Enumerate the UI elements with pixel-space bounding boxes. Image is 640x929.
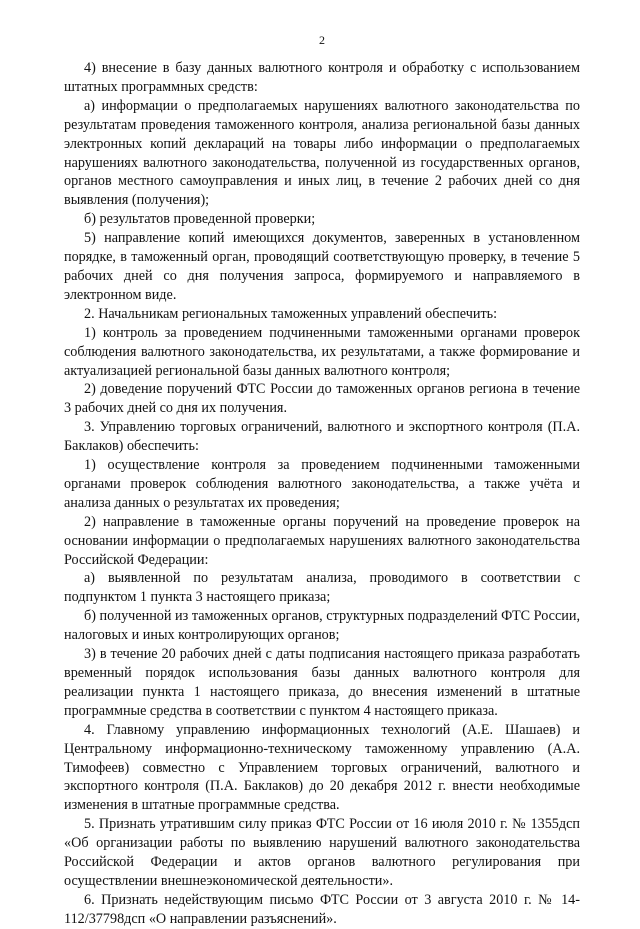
section-3-subitem-b: б) полученной из таможенных органов, структурных подразделений ФТС России, налоговых и иных контролирующих органов; xyxy=(64,608,580,644)
section-3-item-1: 1) осуществление контроля за проведением подчиненными таможенными органами проверок соблюдения валютного законодательства, а также учёта и анализа данных о результатах их проведения; xyxy=(64,457,580,511)
section-3-heading: 3. Управлению торговых ограничений, валютного и экспортного контроля (П.А. Баклаков) обеспечить: xyxy=(64,419,580,455)
section-3-subitem-a: а) выявленной по результатам анализа, проводимого в соответствии с подпунктом 1 пункта 3 настоящего приказа; xyxy=(64,570,580,606)
section-2-item-2: 2) доведение поручений ФТС России до таможенных органов региона в течение 3 рабочих дней со дня их получения. xyxy=(64,381,580,417)
section-2-item-1: 1) контроль за проведением подчиненными таможенными органами проверок соблюдения валютного законодательства, их результатами, а также формирование и актуализацией региональной базы данных валютного контроля; xyxy=(64,324,580,379)
section-3-item-2: 2) направление в таможенные органы поручений на проведение проверок на основании информации о предполагаемых нарушениях валютного законодательства Российской Федерации: xyxy=(64,513,580,568)
paragraph-5-item: 5) направление копий имеющихся документов, заверенных в установленном порядке, в таможенный орган, проводящий соответствующую проверку, в течение 5 рабочих дней со дня получения запроса, формируемого и направляемого в электронном виде. xyxy=(64,230,580,303)
section-5: 5. Признать утратившим силу приказ ФТС России от 16 июля 2010 г. № 1355дсп «Об организации работы по выявлению нарушений валютного законодательства Российской Федерации и актов органов валютного регулирования при осуществлении внешнеэкономической деятельности». xyxy=(64,816,580,889)
paragraph-4-item: 4) внесение в базу данных валютного контроля и обработку с использованием штатных программных средств: xyxy=(64,60,580,95)
paragraph-4-subitem-a: а) информации о предполагаемых нарушениях валютного законодательства по результатам проведения таможенного контроля, анализа региональной базы данных электронных копий деклараций на товары либо информации о предполагаемых нарушениях валютного законодательства, полученной из государственных органов, органов местного самоуправления и иных лиц, в течение 2 рабочих дней со дня выявления (получения); xyxy=(64,97,580,209)
section-2-heading: 2. Начальникам региональных таможенных управлений обеспечить: xyxy=(84,305,498,322)
page-number: 2 xyxy=(319,33,325,47)
section-3-item-3: 3) в течение 20 рабочих дней с даты подписания настоящего приказа разработать временный порядок использования базы данных валютного контроля для реализации пункта 1 настоящего приказа, до внесения изменений в штатные программные средства в соответствии с пунктом 4 настоящего приказа. xyxy=(64,646,580,719)
section-4: 4. Главному управлению информационных технологий (А.Е. Шашаев) и Центральному информационно-техническому таможенному управлению (А.А. Тимофеев) совместно с Управлением торговых ограничений, валютного и экспортного контроля (П.А. Баклаков) до 20 декабря 2012 г. внести необходимые изменения в штатные программные средства. xyxy=(64,721,580,814)
paragraph-4-subitem-b: б) результатов проведенной проверки; xyxy=(84,211,316,228)
section-6: 6. Признать недействующим письмо ФТС России от 3 августа 2010 г. № 14-112/37798дсп «О направлении разъяснений». xyxy=(64,891,580,927)
